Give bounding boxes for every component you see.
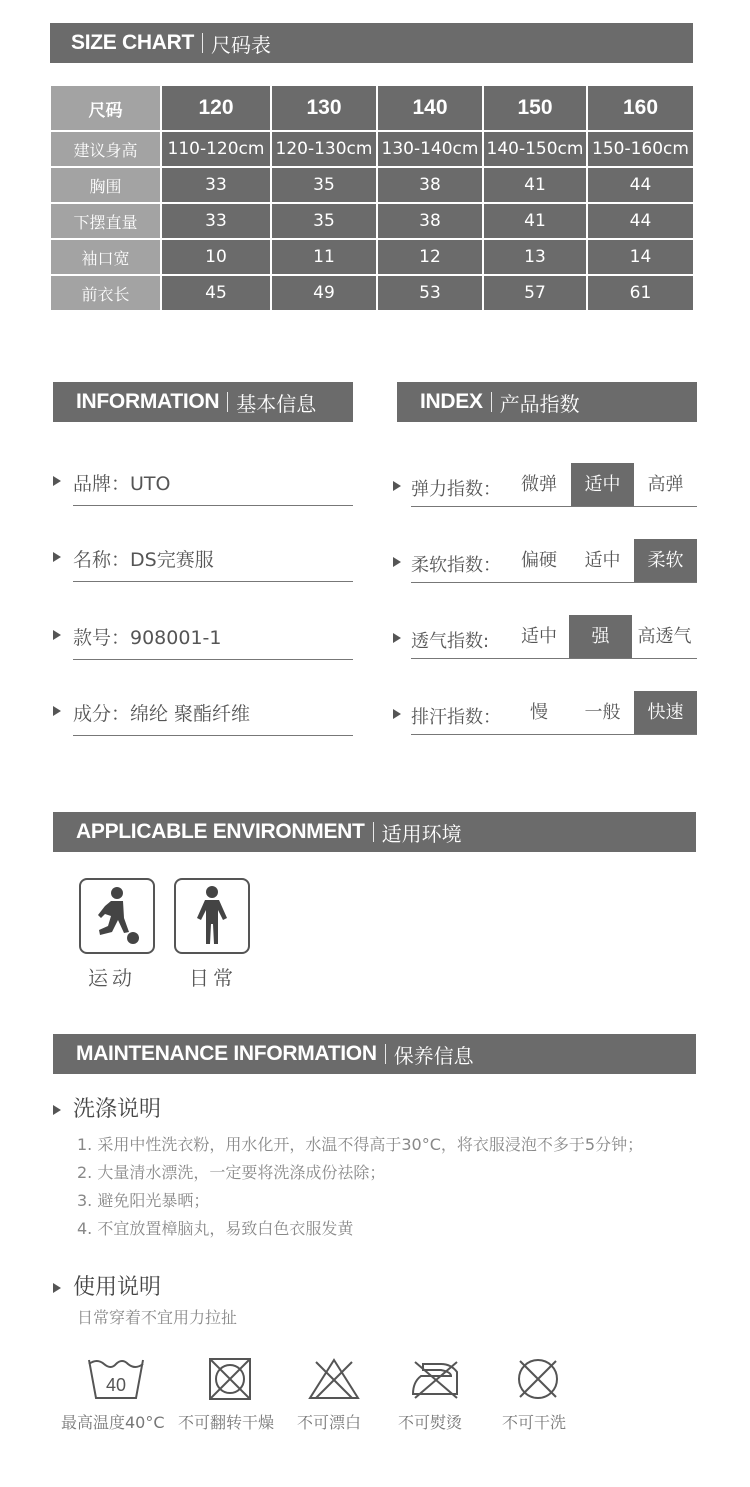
- wash-step: 3. 避免阳光暴晒；: [77, 1191, 210, 1210]
- info-style-number: 款号：908001-1: [73, 627, 222, 649]
- table-cell: 140-150cm: [483, 131, 587, 167]
- size-cell: 160: [587, 85, 694, 131]
- use-text: 日常穿着不宜用力拉扯: [77, 1308, 238, 1327]
- table-row: [50, 203, 694, 239]
- size-chart-title-en: SIZE CHART: [71, 31, 195, 54]
- index-option: 慢: [530, 702, 548, 723]
- table-cell: 49: [271, 275, 377, 311]
- index-row-sweat: [393, 691, 697, 735]
- info-item: [53, 458, 353, 506]
- info-item: [53, 612, 353, 660]
- index-option: 一般: [584, 702, 621, 723]
- table-cell: 13: [483, 239, 587, 275]
- environment-title-en: APPLICABLE ENVIRONMENT: [76, 820, 365, 843]
- maintenance-title-en: MAINTENANCE INFORMATION: [76, 1042, 377, 1065]
- use-heading: [53, 1270, 161, 1301]
- standing-person-icon: [174, 878, 250, 954]
- index-option-selected: 快速: [634, 691, 697, 735]
- info-name: 名称：DS完赛服: [73, 549, 214, 571]
- size-header-row: [50, 85, 694, 131]
- table-cell: 12: [377, 239, 483, 275]
- no-dry-clean-icon: [513, 1356, 563, 1406]
- index-title-en: INDEX: [420, 390, 483, 413]
- index-label: 弹力指数：: [411, 479, 501, 500]
- environment-label: 运动: [88, 966, 136, 990]
- info-material: 成分：绵纶 聚酯纤维: [73, 703, 251, 725]
- index-option: 高透气: [637, 626, 692, 647]
- table-cell: 33: [161, 167, 271, 203]
- wash-40-icon: [86, 1356, 146, 1406]
- table-cell: 61: [587, 275, 694, 311]
- size-cell: 130: [271, 85, 377, 131]
- index-title-cn: 产品指数: [499, 391, 580, 416]
- bullet-triangle-icon: [53, 1283, 61, 1293]
- bullet-triangle-icon: [393, 633, 401, 643]
- table-cell: 41: [483, 167, 587, 203]
- row-label: 下摆直量: [50, 203, 161, 239]
- table-cell: 44: [587, 203, 694, 239]
- table-cell: 38: [377, 203, 483, 239]
- size-chart-header: [50, 23, 693, 63]
- size-cell: 150: [483, 85, 587, 131]
- info-item: [53, 534, 353, 582]
- maintenance-header: [53, 1034, 696, 1074]
- size-cell: 140: [377, 85, 483, 131]
- no-tumble-dry-icon: [207, 1356, 253, 1406]
- index-label: 透气指数:: [411, 631, 490, 652]
- index-option: 微弹: [521, 474, 557, 495]
- index-option-selected: 柔软: [634, 539, 697, 583]
- bullet-triangle-icon: [53, 630, 61, 640]
- index-row-elasticity: [393, 463, 697, 507]
- wash-step: 2. 大量清水漂洗，一定要将洗涤成份祛除；: [77, 1163, 386, 1182]
- table-row: [50, 167, 694, 203]
- bullet-triangle-icon: [393, 557, 401, 567]
- index-row-softness: [393, 539, 697, 583]
- bullet-triangle-icon: [393, 481, 401, 491]
- table-cell: 11: [271, 239, 377, 275]
- table-cell: 120-130cm: [271, 131, 377, 167]
- row-label: 袖口宽: [50, 239, 161, 275]
- index-row-breathability: [393, 615, 697, 659]
- index-option: 高弹: [647, 474, 684, 495]
- bullet-triangle-icon: [53, 476, 61, 486]
- table-row: [50, 131, 694, 167]
- size-chart-title-cn: 尺码表: [211, 32, 272, 57]
- information-title-cn: 基本信息: [236, 391, 317, 416]
- row-label: 胸围: [50, 167, 161, 203]
- table-cell: 150-160cm: [587, 131, 694, 167]
- table-cell: 35: [271, 167, 377, 203]
- bullet-triangle-icon: [53, 552, 61, 562]
- size-cell: 120: [161, 85, 271, 131]
- bullet-triangle-icon: [53, 1105, 61, 1115]
- row-label: 建议身高: [50, 131, 161, 167]
- index-option-selected: 适中: [571, 463, 634, 507]
- table-cell: 14: [587, 239, 694, 275]
- index-option: 适中: [584, 550, 621, 571]
- table-cell: 53: [377, 275, 483, 311]
- maintenance-title-cn: 保养信息: [393, 1043, 474, 1068]
- table-cell: 45: [161, 275, 271, 311]
- wash-step: 1. 采用中性洗衣粉，用水化开，水温不得高于30°C，将衣服浸泡不多于5分钟；: [77, 1135, 644, 1154]
- index-label: 排汗指数：: [411, 707, 501, 728]
- wash-temp-text: 40: [105, 1375, 127, 1395]
- environment-label: 日常: [189, 966, 237, 990]
- information-header: [53, 382, 353, 422]
- table-row: [50, 239, 694, 275]
- index-header: [397, 382, 697, 422]
- no-iron-icon: [407, 1356, 463, 1406]
- no-bleach-icon: [306, 1356, 362, 1406]
- environment-header: [53, 812, 696, 852]
- row-label: 前衣长: [50, 275, 161, 311]
- care-symbol-label: 不可翻转干燥: [178, 1413, 275, 1432]
- table-cell: 35: [271, 203, 377, 239]
- wash-title: 洗涤说明: [73, 1097, 162, 1122]
- index-label: 柔软指数：: [411, 555, 501, 576]
- soccer-player-icon: [79, 878, 155, 954]
- wash-heading: [53, 1092, 161, 1123]
- info-item: [53, 688, 353, 736]
- table-row: [50, 275, 694, 311]
- table-cell: 33: [161, 203, 271, 239]
- care-symbol-label: 不可漂白: [297, 1413, 362, 1432]
- care-symbol-label: 不可干洗: [502, 1413, 567, 1432]
- table-cell: 44: [587, 167, 694, 203]
- size-chart-table: [49, 84, 695, 312]
- environment-title-cn: 适用环境: [381, 821, 462, 846]
- table-cell: 10: [161, 239, 271, 275]
- use-title: 使用说明: [73, 1275, 162, 1300]
- info-brand: 品牌：UTO: [73, 473, 171, 495]
- index-option: 偏硬: [521, 550, 557, 571]
- table-cell: 130-140cm: [377, 131, 483, 167]
- table-cell: 38: [377, 167, 483, 203]
- index-option: 适中: [521, 626, 557, 647]
- information-title-en: INFORMATION: [76, 390, 220, 413]
- bullet-triangle-icon: [53, 706, 61, 716]
- table-cell: 41: [483, 203, 587, 239]
- index-option-selected: 强: [569, 615, 632, 659]
- care-symbol-label: 不可熨烫: [398, 1413, 463, 1432]
- table-cell: 57: [483, 275, 587, 311]
- care-symbol-label: 最高温度40°C: [61, 1413, 165, 1432]
- bullet-triangle-icon: [393, 709, 401, 719]
- table-cell: 110-120cm: [161, 131, 271, 167]
- wash-step: 4. 不宜放置樟脑丸，易致白色衣服发黄: [77, 1219, 354, 1238]
- size-header-label: 尺码: [50, 85, 161, 131]
